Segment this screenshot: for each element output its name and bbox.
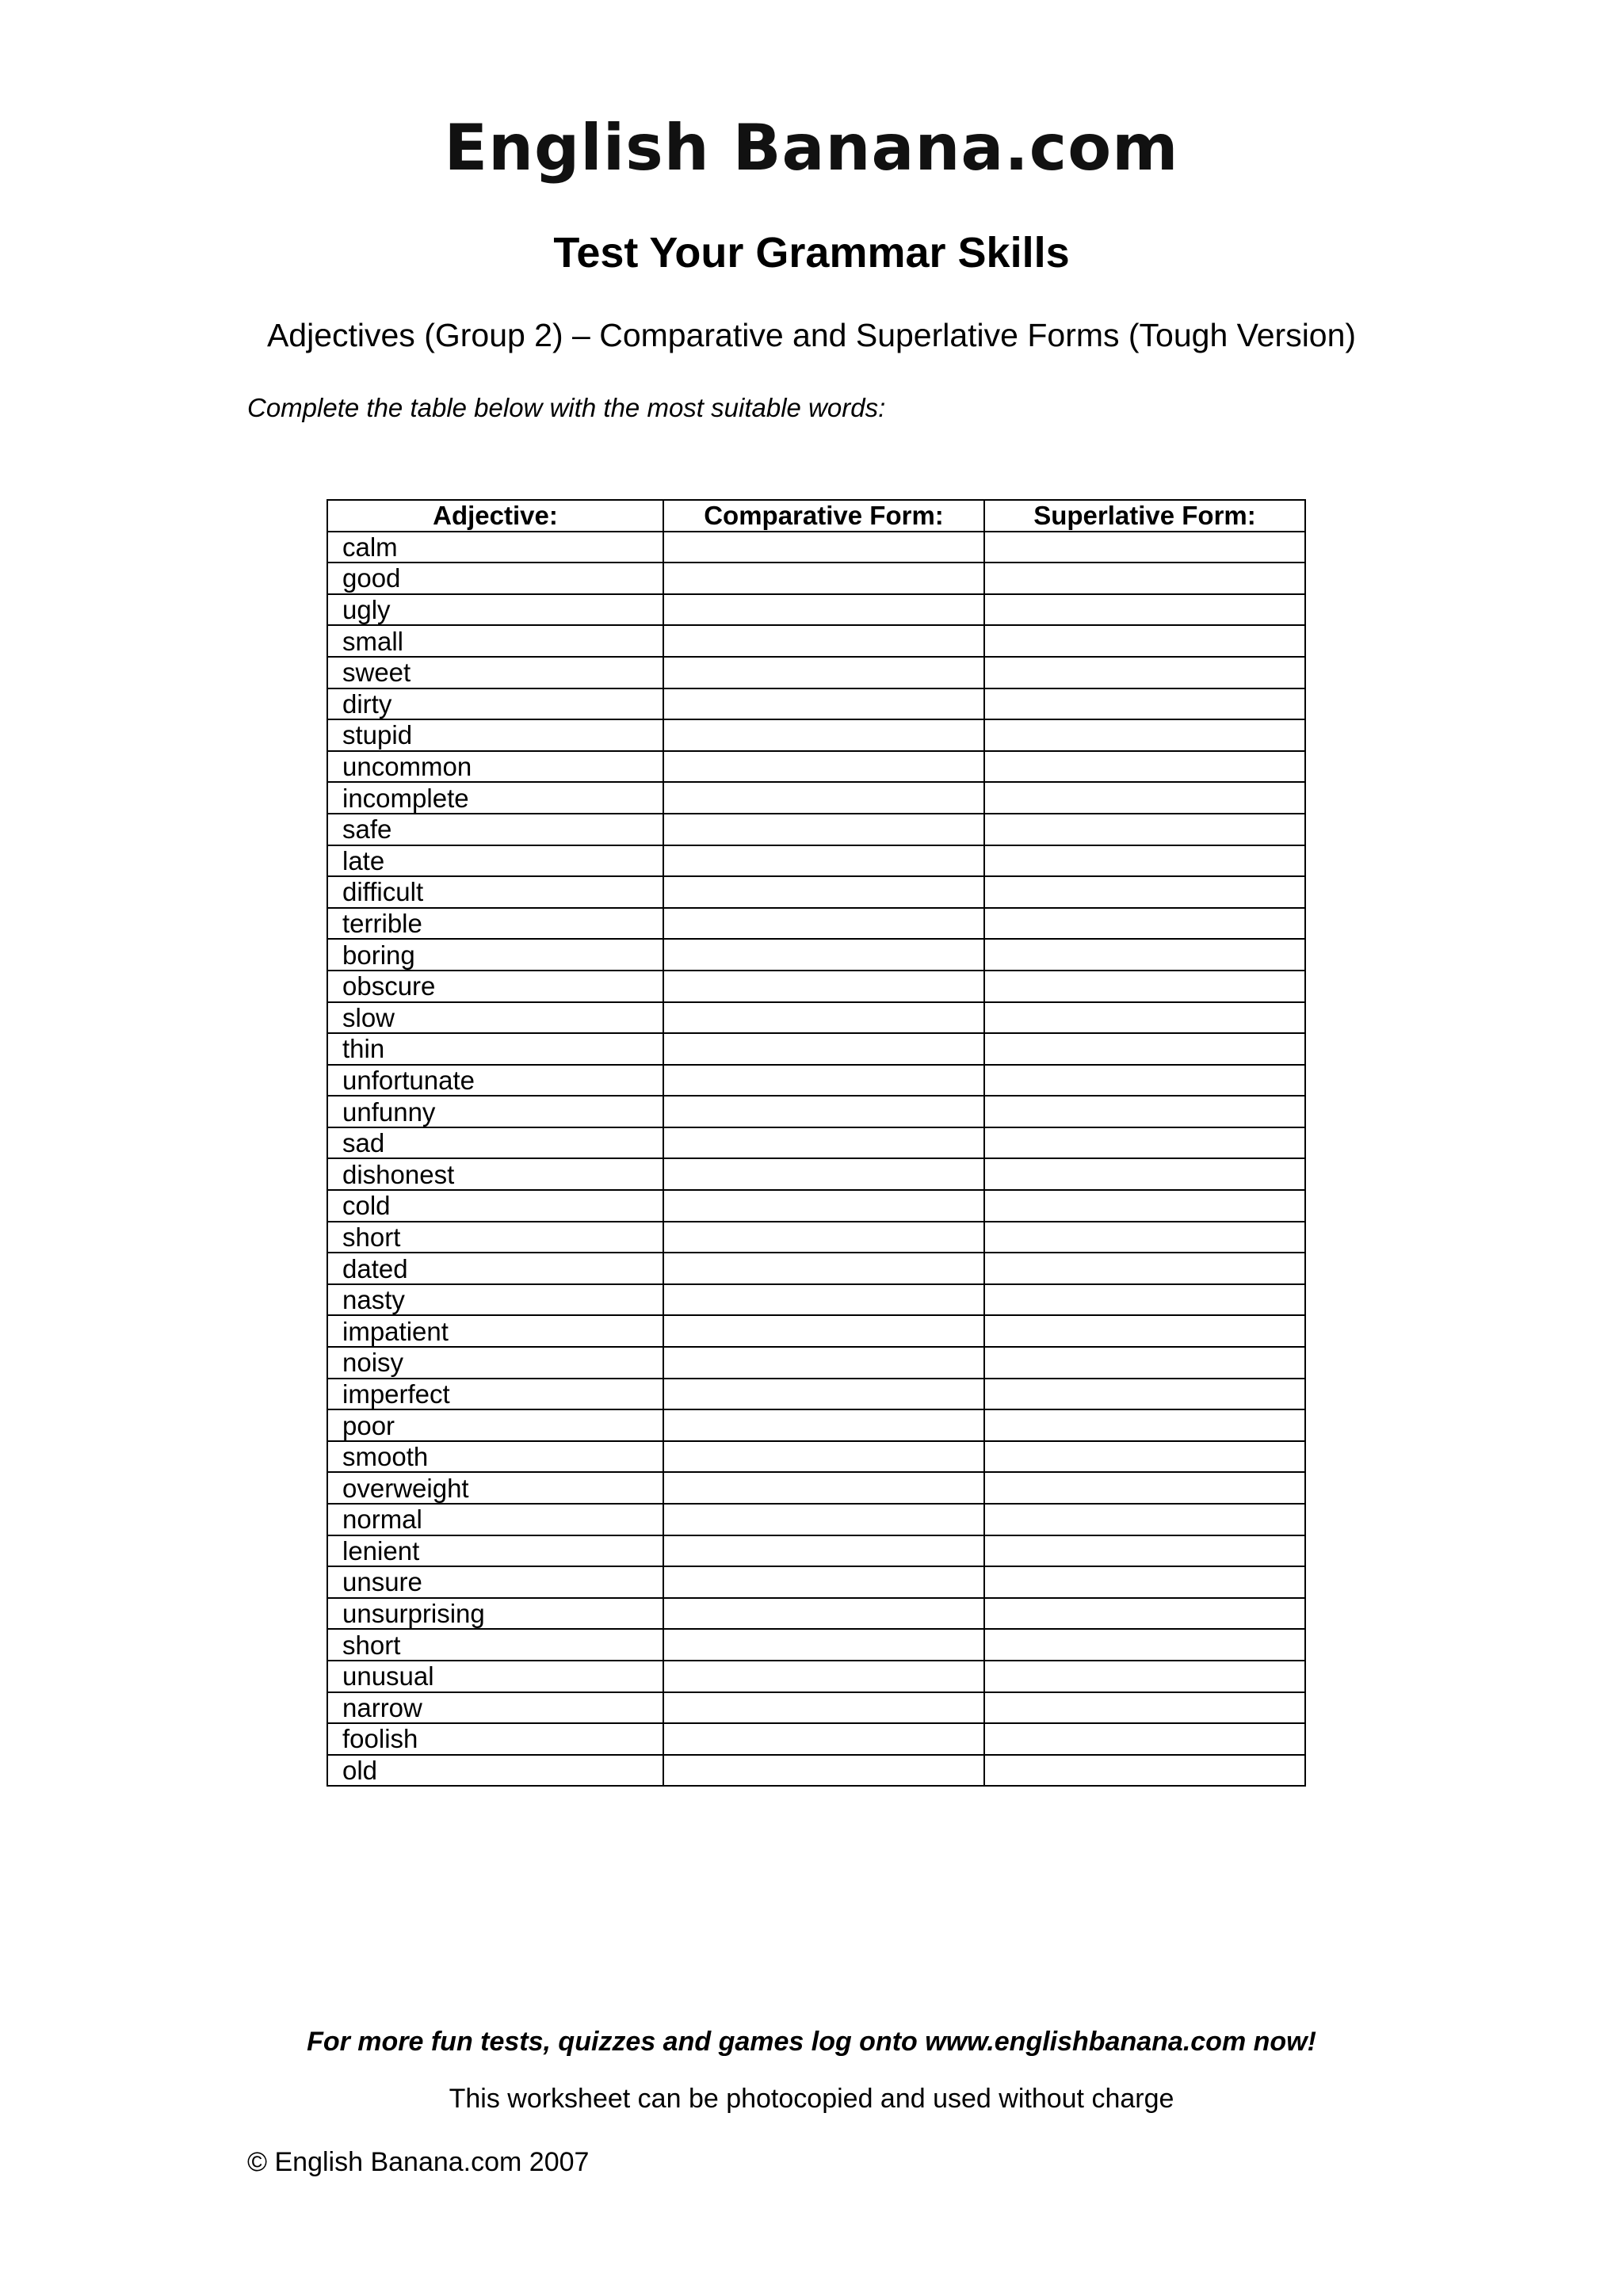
table-row xyxy=(327,1284,1305,1316)
adjective-cell: late xyxy=(327,845,663,877)
superlative-answer-cell[interactable] xyxy=(984,1033,1305,1065)
superlative-answer-cell[interactable] xyxy=(984,814,1305,845)
table-row xyxy=(327,751,1305,783)
copyright: © English Banana.com 2007 xyxy=(247,2147,590,2177)
comparative-answer-cell[interactable] xyxy=(663,594,984,626)
comparative-answer-cell[interactable] xyxy=(663,719,984,751)
adjective-cell: safe xyxy=(327,814,663,845)
page-title: Test Your Grammar Skills xyxy=(553,229,1070,277)
table-row xyxy=(327,1033,1305,1065)
adjective-cell: cold xyxy=(327,1190,663,1222)
table-row xyxy=(327,688,1305,720)
table-row xyxy=(327,1096,1305,1127)
adjective-cell: terrible xyxy=(327,908,663,940)
table-row xyxy=(327,1065,1305,1097)
superlative-answer-cell[interactable] xyxy=(984,1692,1305,1724)
comparative-answer-cell[interactable] xyxy=(663,876,984,908)
adjective-cell: stupid xyxy=(327,719,663,751)
table-row xyxy=(327,563,1305,594)
adjective-cell: small xyxy=(327,625,663,657)
table-row xyxy=(327,1315,1305,1347)
adjective-cell: sad xyxy=(327,1127,663,1159)
superlative-answer-cell[interactable] xyxy=(984,657,1305,688)
superlative-answer-cell[interactable] xyxy=(984,1598,1305,1630)
table-row xyxy=(327,782,1305,814)
table-body xyxy=(327,532,1305,1787)
comparative-answer-cell[interactable] xyxy=(663,845,984,877)
superlative-answer-cell[interactable] xyxy=(984,1158,1305,1190)
table-row xyxy=(327,971,1305,1002)
header-comparative: Comparative Form: xyxy=(663,500,984,532)
superlative-answer-cell[interactable] xyxy=(984,1253,1305,1284)
table-row xyxy=(327,1441,1305,1473)
adjective-cell: slow xyxy=(327,1002,663,1034)
table-row xyxy=(327,1190,1305,1222)
comparative-answer-cell[interactable] xyxy=(663,782,984,814)
table-row xyxy=(327,625,1305,657)
superlative-answer-cell[interactable] xyxy=(984,1566,1305,1598)
footer-promo: For more fun tests, quizzes and games log onto www.englishbanana.com now! xyxy=(307,2027,1316,2057)
comparative-answer-cell[interactable] xyxy=(663,1065,984,1097)
table-row xyxy=(327,1692,1305,1724)
comparative-answer-cell[interactable] xyxy=(663,1379,984,1410)
adjective-cell: poor xyxy=(327,1409,663,1441)
comparative-answer-cell[interactable] xyxy=(663,1723,984,1755)
adjective-cell: foolish xyxy=(327,1723,663,1755)
superlative-answer-cell[interactable] xyxy=(984,845,1305,877)
table-row xyxy=(327,1723,1305,1755)
table-row xyxy=(327,1222,1305,1253)
superlative-answer-cell[interactable] xyxy=(984,1065,1305,1097)
adjective-cell: unsurprising xyxy=(327,1598,663,1630)
adjective-cell: good xyxy=(327,563,663,594)
comparative-answer-cell[interactable] xyxy=(663,688,984,720)
superlative-answer-cell[interactable] xyxy=(984,971,1305,1002)
superlative-answer-cell[interactable] xyxy=(984,625,1305,657)
superlative-answer-cell[interactable] xyxy=(984,1723,1305,1755)
comparative-answer-cell[interactable] xyxy=(663,1629,984,1661)
adjective-cell: old xyxy=(327,1755,663,1787)
comparative-answer-cell[interactable] xyxy=(663,1222,984,1253)
comparative-answer-cell[interactable] xyxy=(663,1692,984,1724)
comparative-answer-cell[interactable] xyxy=(663,1347,984,1379)
table-row xyxy=(327,1535,1305,1567)
adjective-cell: obscure xyxy=(327,971,663,1002)
comparative-answer-cell[interactable] xyxy=(663,1566,984,1598)
adjective-cell: smooth xyxy=(327,1441,663,1473)
header-superlative: Superlative Form: xyxy=(984,500,1305,532)
comparative-answer-cell[interactable] xyxy=(663,1409,984,1441)
comparative-answer-cell[interactable] xyxy=(663,971,984,1002)
superlative-answer-cell[interactable] xyxy=(984,1441,1305,1473)
superlative-answer-cell[interactable] xyxy=(984,1127,1305,1159)
superlative-answer-cell[interactable] xyxy=(984,1504,1305,1535)
table-row xyxy=(327,594,1305,626)
adjective-cell: sweet xyxy=(327,657,663,688)
adjective-cell: dishonest xyxy=(327,1158,663,1190)
comparative-answer-cell[interactable] xyxy=(663,1661,984,1692)
adjective-cell: unfunny xyxy=(327,1096,663,1127)
table-header-row xyxy=(327,500,1305,532)
table-row xyxy=(327,1158,1305,1190)
adjective-cell: nasty xyxy=(327,1284,663,1316)
site-logo: English Banana.com xyxy=(444,111,1179,185)
table-row xyxy=(327,1002,1305,1034)
adjective-cell: unsure xyxy=(327,1566,663,1598)
superlative-answer-cell[interactable] xyxy=(984,939,1305,971)
adjective-cell: overweight xyxy=(327,1472,663,1504)
comparative-answer-cell[interactable] xyxy=(663,939,984,971)
comparative-answer-cell[interactable] xyxy=(663,1096,984,1127)
table-row xyxy=(327,1598,1305,1630)
table-row xyxy=(327,845,1305,877)
worksheet-subtitle: Adjectives (Group 2) – Comparative and Superlative Forms (Tough Version) xyxy=(266,317,1357,353)
superlative-answer-cell[interactable] xyxy=(984,1347,1305,1379)
superlative-answer-cell[interactable] xyxy=(984,1629,1305,1661)
adjective-cell: noisy xyxy=(327,1347,663,1379)
table-row xyxy=(327,657,1305,688)
adjective-cell: unusual xyxy=(327,1661,663,1692)
comparative-answer-cell[interactable] xyxy=(663,1755,984,1787)
superlative-answer-cell[interactable] xyxy=(984,1222,1305,1253)
table-row xyxy=(327,1409,1305,1441)
adjective-cell: imperfect xyxy=(327,1379,663,1410)
superlative-answer-cell[interactable] xyxy=(984,908,1305,940)
table-row xyxy=(327,1755,1305,1787)
superlative-answer-cell[interactable] xyxy=(984,1190,1305,1222)
adjective-cell: short xyxy=(327,1629,663,1661)
table-row xyxy=(327,1379,1305,1410)
adjective-cell: incomplete xyxy=(327,782,663,814)
adjective-cell: impatient xyxy=(327,1315,663,1347)
table-row xyxy=(327,719,1305,751)
table-row xyxy=(327,1661,1305,1692)
table-row xyxy=(327,1566,1305,1598)
comparative-answer-cell[interactable] xyxy=(663,751,984,783)
comparative-answer-cell[interactable] xyxy=(663,1315,984,1347)
adjective-cell: boring xyxy=(327,939,663,971)
table-row xyxy=(327,1253,1305,1284)
superlative-answer-cell[interactable] xyxy=(984,1472,1305,1504)
table-row xyxy=(327,1347,1305,1379)
comparative-answer-cell[interactable] xyxy=(663,1253,984,1284)
table-row xyxy=(327,908,1305,940)
comparative-answer-cell[interactable] xyxy=(663,1158,984,1190)
superlative-answer-cell[interactable] xyxy=(984,782,1305,814)
comparative-answer-cell[interactable] xyxy=(663,1598,984,1630)
comparative-answer-cell[interactable] xyxy=(663,532,984,563)
adjective-cell: difficult xyxy=(327,876,663,908)
superlative-answer-cell[interactable] xyxy=(984,1755,1305,1787)
footer-note: This worksheet can be photocopied and used without charge xyxy=(449,2084,1174,2114)
comparative-answer-cell[interactable] xyxy=(663,814,984,845)
superlative-answer-cell[interactable] xyxy=(984,1096,1305,1127)
superlative-answer-cell[interactable] xyxy=(984,1409,1305,1441)
comparative-answer-cell[interactable] xyxy=(663,1535,984,1567)
superlative-answer-cell[interactable] xyxy=(984,1535,1305,1567)
comparative-answer-cell[interactable] xyxy=(663,1441,984,1473)
comparative-answer-cell[interactable] xyxy=(663,1033,984,1065)
superlative-answer-cell[interactable] xyxy=(984,876,1305,908)
table-row xyxy=(327,1629,1305,1661)
adjective-cell: calm xyxy=(327,532,663,563)
table-row xyxy=(327,1127,1305,1159)
comparative-answer-cell[interactable] xyxy=(663,1504,984,1535)
adjective-cell: thin xyxy=(327,1033,663,1065)
adjective-cell: ugly xyxy=(327,594,663,626)
adjective-cell: normal xyxy=(327,1504,663,1535)
comparative-answer-cell[interactable] xyxy=(663,1472,984,1504)
adjective-cell: unfortunate xyxy=(327,1065,663,1097)
comparative-answer-cell[interactable] xyxy=(663,1190,984,1222)
superlative-answer-cell[interactable] xyxy=(984,688,1305,720)
comparative-answer-cell[interactable] xyxy=(663,657,984,688)
adjective-cell: narrow xyxy=(327,1692,663,1724)
adjective-table xyxy=(327,499,1306,1787)
comparative-answer-cell[interactable] xyxy=(663,1284,984,1316)
superlative-answer-cell[interactable] xyxy=(984,594,1305,626)
table-row xyxy=(327,814,1305,845)
adjective-cell: dirty xyxy=(327,688,663,720)
table-row xyxy=(327,1472,1305,1504)
superlative-answer-cell[interactable] xyxy=(984,1379,1305,1410)
table-row xyxy=(327,939,1305,971)
table-row xyxy=(327,876,1305,908)
comparative-answer-cell[interactable] xyxy=(663,563,984,594)
superlative-answer-cell[interactable] xyxy=(984,719,1305,751)
superlative-answer-cell[interactable] xyxy=(984,1002,1305,1034)
superlative-answer-cell[interactable] xyxy=(984,1284,1305,1316)
comparative-answer-cell[interactable] xyxy=(663,625,984,657)
superlative-answer-cell[interactable] xyxy=(984,563,1305,594)
comparative-answer-cell[interactable] xyxy=(663,1002,984,1034)
table-row xyxy=(327,532,1305,563)
superlative-answer-cell[interactable] xyxy=(984,751,1305,783)
comparative-answer-cell[interactable] xyxy=(663,908,984,940)
adjective-cell: dated xyxy=(327,1253,663,1284)
superlative-answer-cell[interactable] xyxy=(984,1315,1305,1347)
adjective-cell: uncommon xyxy=(327,751,663,783)
table-row xyxy=(327,1504,1305,1535)
header-adjective: Adjective: xyxy=(327,500,663,532)
superlative-answer-cell[interactable] xyxy=(984,532,1305,563)
adjective-cell: lenient xyxy=(327,1535,663,1567)
comparative-answer-cell[interactable] xyxy=(663,1127,984,1159)
adjective-cell: short xyxy=(327,1222,663,1253)
instructions: Complete the table below with the most suitable words: xyxy=(247,393,886,422)
superlative-answer-cell[interactable] xyxy=(984,1661,1305,1692)
